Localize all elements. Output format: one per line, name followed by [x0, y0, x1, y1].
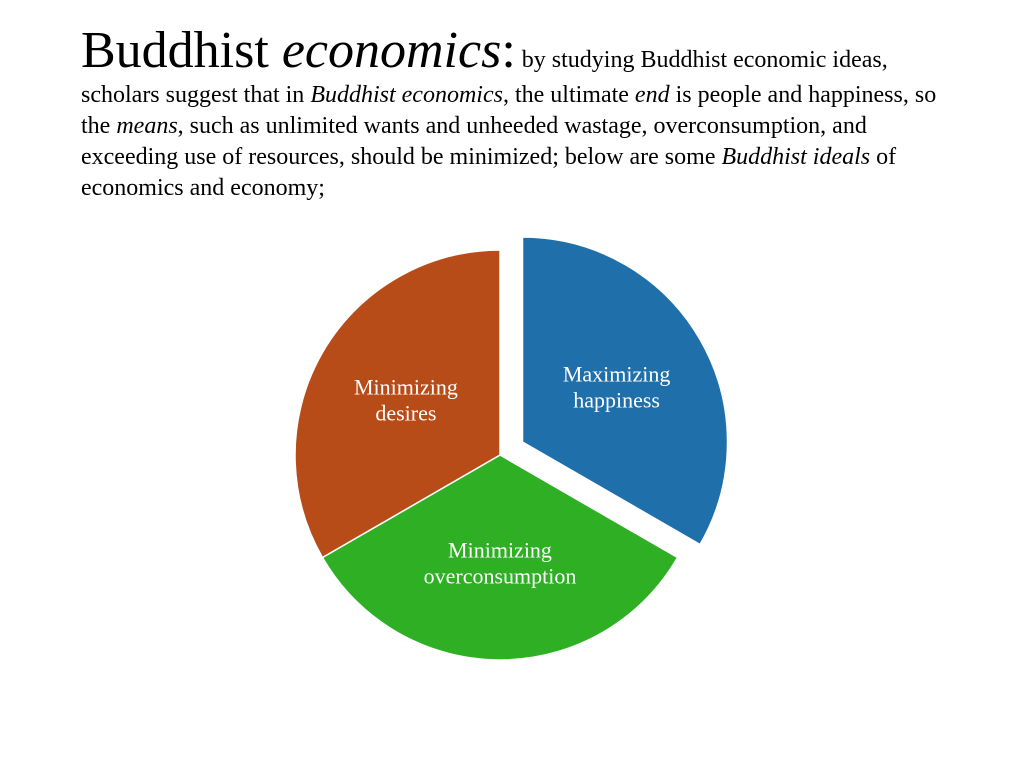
slide-title-colon: :	[501, 22, 516, 79]
body-span: end	[634, 82, 670, 108]
slice-label-line: overconsumption	[423, 563, 577, 589]
body-span: of economics and economy;	[81, 144, 897, 201]
slice-label-line: desires	[375, 400, 437, 426]
slice-label-line: happiness	[573, 387, 660, 413]
body-span: by studying Buddhist economic ideas, scholars suggest that in	[81, 47, 888, 108]
body-span: , the ultimate	[502, 82, 635, 108]
body-span: Buddhist ideals	[721, 144, 871, 170]
slice-label-line: Minimizing	[353, 374, 458, 400]
slice-label	[563, 362, 671, 413]
body-span: , such as unlimited wants and unheeded wastage, overconsumption, and exceeding use of resources, should be minimized; below are some	[81, 113, 867, 170]
slide-title: Buddhist	[81, 22, 282, 79]
body-span: Buddhist economics	[310, 82, 503, 108]
body-span: means	[116, 113, 178, 139]
slice-label-line: Maximizing	[562, 361, 671, 387]
slide-title-italic: economics	[281, 22, 502, 79]
slice-label-line: Minimizing	[448, 537, 552, 563]
body-span: is people and happiness, so the	[81, 82, 937, 139]
